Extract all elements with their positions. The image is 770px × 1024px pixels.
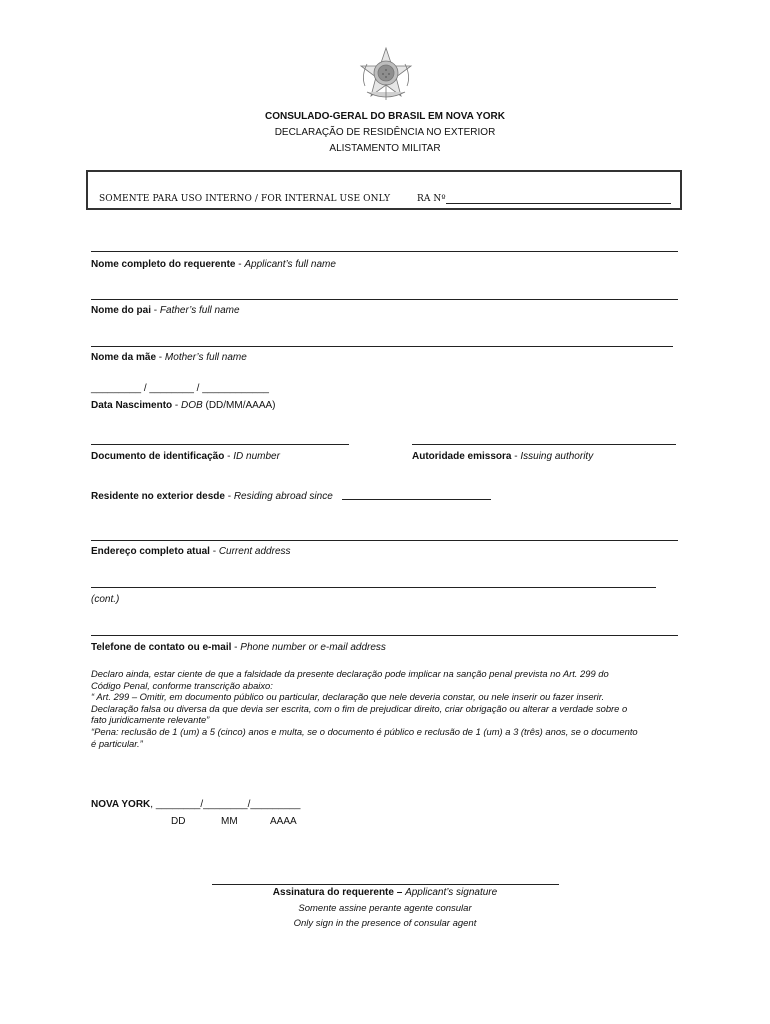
mother-name-field[interactable] [91, 346, 673, 347]
address-field[interactable] [91, 540, 678, 541]
date-mm-label: MM [221, 816, 238, 827]
address-cont-label: (cont.) [91, 594, 120, 605]
declaration-line: fato juridicamente relevante” [91, 714, 210, 726]
signature-label: Assinatura do requerente – Applicant’s signature [272, 887, 498, 898]
address-label: Endereço completo atual - Current address [91, 546, 291, 557]
id-number-field[interactable] [91, 444, 349, 445]
internal-use-label: SOMENTE PARA USO INTERNO / FOR INTERNAL USE ONLY [99, 194, 391, 204]
father-name-field[interactable] [91, 299, 678, 300]
consulate-title: CONSULADO-GERAL DO BRASIL EM NOVA YORK [264, 111, 505, 122]
id-number-label: Documento de identificação - ID number [91, 451, 280, 462]
declaration-text [91, 668, 691, 749]
declaration-line: Declaração falsa ou diversa da que devia ser escrita, com o fim de prejudicar direito, criar obrigação ou alterar a verdade sobre o [91, 702, 628, 714]
ra-number-label: RA Nº [417, 194, 446, 204]
dob-field[interactable]: _________ / ________ / ____________ [91, 383, 269, 394]
form-subtitle-military: ALISTAMENTO MILITAR [329, 143, 441, 154]
signature-note-pt: Somente assine perante agente consular [298, 903, 472, 914]
declaration-line: “Pena: reclusão de 1 (um) a 5 (cinco) anos e multa, se o documento é público e reclusão de 1 (um) a 3 (três) anos, se o documento [91, 725, 638, 737]
phone-email-label: Telefone de contato ou e-mail - Phone number or e-mail address [91, 642, 386, 653]
declaration-line: é particular.” [91, 737, 143, 749]
declaration-line: “ Art. 299 – Omitir, em documento público ou particular, declaração que nele deveria constar, ou nele inserir ou fazer inserir. [91, 691, 605, 703]
city-date-field[interactable]: NOVA YORK, ________/________/_________ [91, 799, 301, 810]
full-name-label: Nome completo do requerente - Applicant’s full name [91, 259, 336, 270]
date-aaaa-label: AAAA [270, 816, 297, 827]
date-dd-label: DD [171, 816, 186, 827]
address-cont-field[interactable] [91, 587, 656, 588]
signature-field[interactable] [212, 884, 559, 885]
residing-abroad-label: Residente no exterior desde - Residing abroad since [91, 491, 333, 502]
residing-abroad-field[interactable] [342, 499, 491, 500]
signature-note-en: Only sign in the presence of consular agent [293, 918, 477, 929]
mother-name-label: Nome da mãe - Mother’s full name [91, 352, 247, 363]
dob-label: Data Nascimento - DOB (DD/MM/AAAA) [91, 400, 276, 411]
issuing-authority-label: Autoridade emissora - Issuing authority [412, 451, 594, 462]
father-name-label: Nome do pai - Father’s full name [91, 305, 240, 316]
internal-use-box [86, 170, 682, 210]
issuing-authority-field[interactable] [412, 444, 676, 445]
form-subtitle: DECLARAÇÃO DE RESIDÊNCIA NO EXTERIOR [274, 127, 496, 138]
ra-number-field[interactable] [446, 203, 671, 204]
full-name-field[interactable] [91, 251, 678, 252]
declaration-line: Declaro ainda, estar ciente de que a falsidade da presente declaração pode implicar na sanção penal prevista no Art. 299 do [91, 668, 609, 679]
declaration-line: Código Penal, conforme transcrição abaixo: [91, 679, 273, 691]
brazil-coat-of-arms-icon [357, 46, 415, 104]
phone-email-field[interactable] [91, 635, 678, 636]
